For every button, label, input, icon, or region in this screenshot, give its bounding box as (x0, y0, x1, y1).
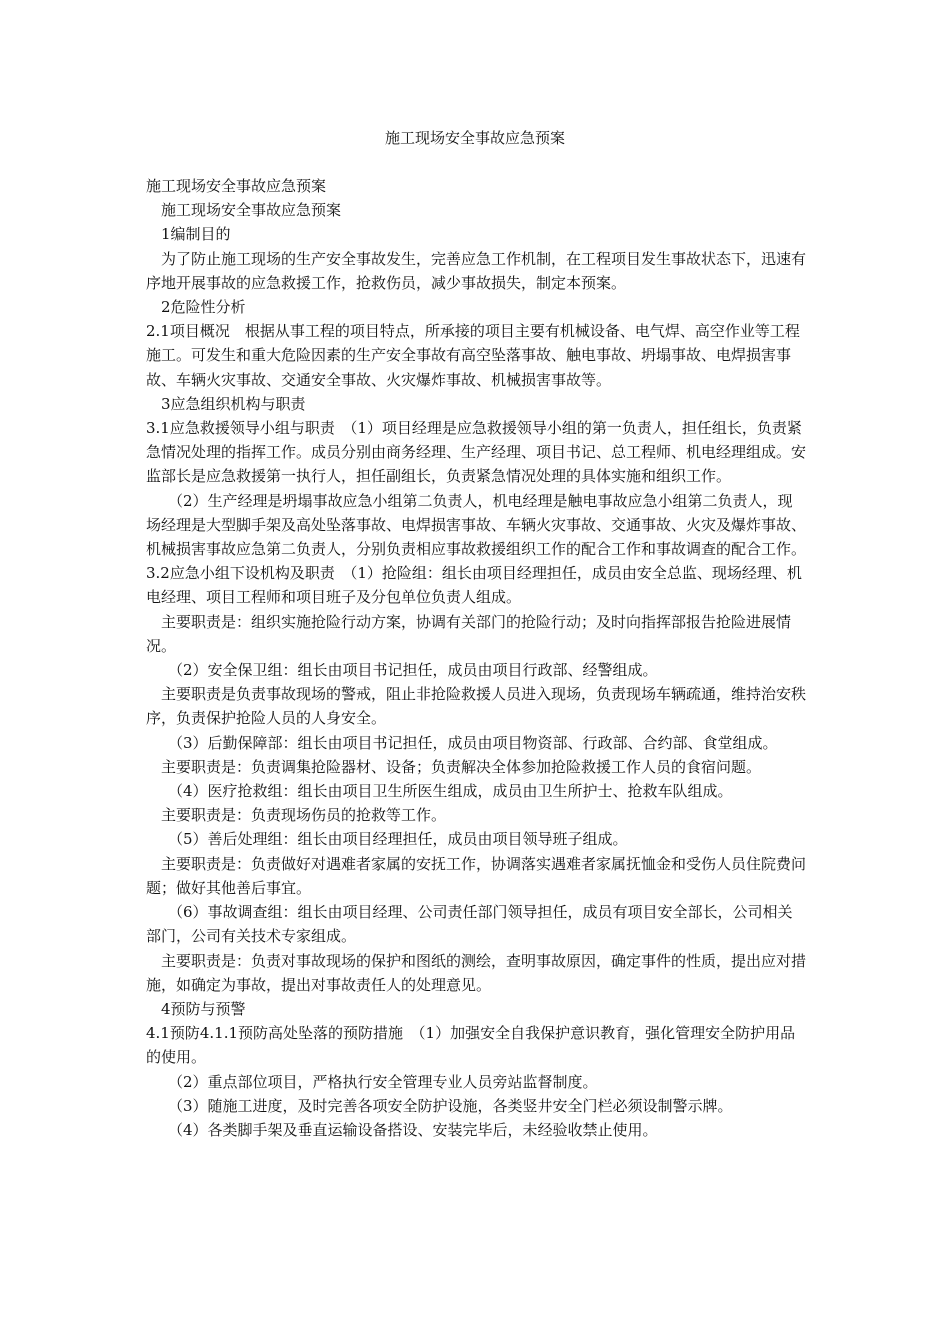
paragraph: （2）重点部位项目，严格执行安全管理专业人员旁站监督制度。 (168, 1072, 598, 1091)
paragraph: （2）安全保卫组：组长由项目书记担任，成员由项目行政部、经警组成。 (168, 661, 658, 680)
paragraph: 3.1应急救援领导小组与职责 （1）项目经理是应急救援领导小组的第一负责人，担任组长，负责紧急情况处理的指挥工作。成员分别由商务经理、生产经理、项目书记、总工程师、机电经理组成。安监部长是应急救援第一执行人，担任副组长，负责紧急情况处理的具体实施和组织工作。 (146, 419, 807, 486)
paragraph: （4）各类脚手架及垂直运输设备搭设、安装完毕后，未经验收禁止使用。 (168, 1120, 658, 1139)
paragraph: 施工现场安全事故应急预案 (161, 201, 342, 220)
paragraph: （4）医疗抢救组：组长由项目卫生所医生组成，成员由卫生所护士、抢救车队组成。 (168, 782, 733, 801)
paragraph: 1编制目的 (161, 225, 231, 244)
paragraph: 主要职责是负责事故现场的警戒，阻止非抢险救援人员进入现场，负责现场车辆疏通，维持治安秩序，负责保护抢险人员的人身安全。 (146, 685, 807, 728)
paragraph: 主要职责是：负责调集抢险器材、设备；负责解决全体参加抢险救援工作人员的食宿问题。 (161, 757, 762, 776)
paragraph: 主要职责是：负责做好对遇难者家属的安抚工作，协调落实遇难者家属抚恤金和受伤人员住院费问题；做好其他善后事宜。 (146, 854, 807, 897)
paragraph: 主要职责是：负责现场伤员的抢救等工作。 (161, 806, 447, 825)
paragraph: （3）后勤保障部：组长由项目书记担任，成员由项目物资部、行政部、合约部、食堂组成。 (168, 733, 778, 752)
document-title: 施工现场安全事故应急预案 (384, 129, 565, 147)
paragraph: 3应急组织机构与职责 (161, 394, 306, 413)
paragraph: 3.2应急小组下设机构及职责 （1）抢险组：组长由项目经理担任，成员由安全总监、现场经理、机电经理、项目工程师和项目班子及分包单位负责人组成。 (146, 564, 802, 607)
paragraph: 主要职责是：组织实施抢险行动方案，协调有关部门的抢险行动；及时向指挥部报告抢险进展情况。 (146, 612, 792, 655)
paragraph: 主要职责是：负责对事故现场的保护和图纸的测绘，查明事故原因，确定事件的性质，提出应对措施，如确定为事故，提出对事故责任人的处理意见。 (146, 951, 807, 994)
paragraph: 2.1项目概况 根据从事工程的项目特点，所承接的项目主要有机械设备、电气焊、高空作业等工程施工。可发生和重大危险因素的生产安全事故有高空坠落事故、触电事故、坍塌事故、电焊损害事故、车辆火灾事故、交通安全事故、火灾爆炸事故、机械损害事故等。 (146, 322, 800, 389)
paragraph: （2）生产经理是坍塌事故应急小组第二负责人，机电经理是触电事故应急小组第二负责人，现场经理是大型脚手架及高处坠落事故、电焊损害事故、车辆火灾事故、交通事故、火灾及爆炸事故、机械损害事故应急第二负责人，分别负责相应事故救援组织工作的配合工作和事故调查的配合工作。 (146, 491, 807, 559)
paragraph: 2危险性分析 (161, 298, 246, 317)
paragraph: （5）善后处理组：组长由项目经理担任，成员由项目领导班子组成。 (168, 830, 628, 849)
paragraph: 4.1预防4.1.1预防高处坠落的预防措施 （1）加强安全自我保护意识教育，强化管理安全防护用品的使用。 (146, 1024, 796, 1067)
paragraph: （3）随施工进度，及时完善各项安全防护设施，各类竖井安全门栏必须设制警示牌。 (168, 1096, 733, 1115)
document-body (146, 174, 806, 1142)
paragraph: 4预防与预警 (161, 999, 246, 1018)
paragraph: （6）事故调查组：组长由项目经理、公司责任部门领导担任，成员有项目安全部长，公司相关部门，公司有关技术专家组成。 (146, 903, 793, 946)
paragraph: 为了防止施工现场的生产安全事故发生，完善应急工作机制，在工程项目发生事故状态下，迅速有序地开展事故的应急救援工作，抢救伤员，减少事故损失，制定本预案。 (146, 249, 807, 292)
paragraph: 施工现场安全事故应急预案 (146, 177, 327, 195)
